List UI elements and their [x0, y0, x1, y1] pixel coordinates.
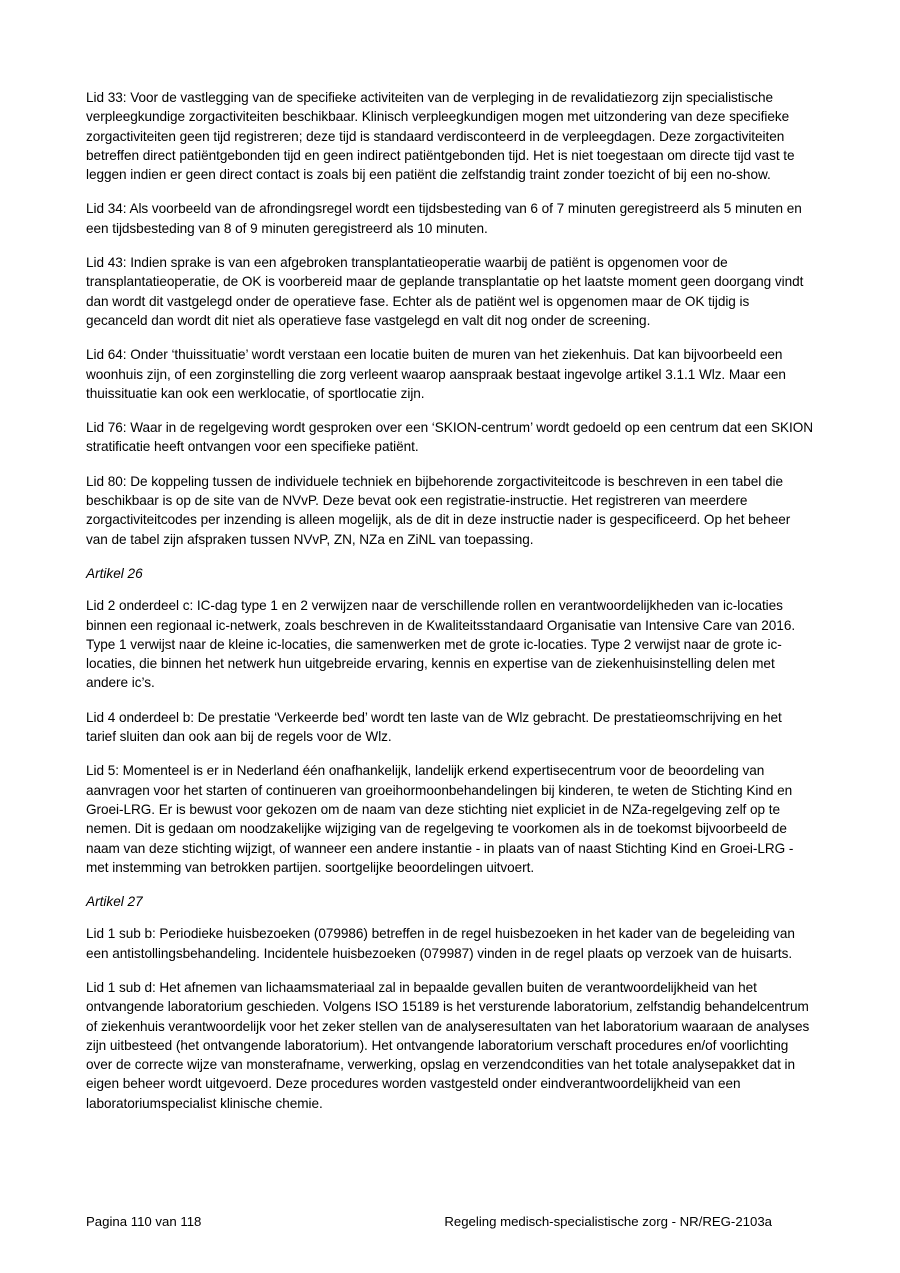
paragraph-lid-64: Lid 64: Onder ‘thuissituatie’ wordt verstaan een locatie buiten de muren van het ziekenhuis. Dat kan bijvoorbeeld een woonhuis zijn, of een zorginstelling die zorg verleent waarop aanspraak bestaat ingevolge artikel 3.1.1 Wlz. Maar een thuissituatie kan ook een werklocatie, of sportlocatie zijn.	[86, 347, 786, 401]
paragraph-artikel27-lid-1-sub-b: Lid 1 sub b: Periodieke huisbezoeken (079986) betreffen in de regel huisbezoeken in het kader van de begeleiding van een antistollingsbehandeling. Incidentele huisbezoeken (079987) vinden in de regel plaats op verzoek van de huisarts.	[86, 926, 795, 961]
paragraph-lid-34: Lid 34: Als voorbeeld van de afrondingsregel wordt een tijdsbesteding van 6 of 7 minuten geregistreerd als 5 minuten en een tijdsbesteding van 8 of 9 minuten geregistreerd als 10 minuten.	[86, 201, 802, 236]
heading-artikel-26: Artikel 26	[86, 565, 143, 581]
paragraph-artikel27-lid-1-sub-d: Lid 1 sub d: Het afnemen van lichaamsmateriaal zal in bepaalde gevallen buiten de verantwoordelijkheid van het ontvangende laboratorium geschieden. Volgens ISO 15189 is het versturende laboratorium, zelfstandig behandelcentrum of ziekenhuis verantwoordelijk voor het zeker stellen van de analyseresultaten van het laboratorium waaraan de analyses zijn uitbesteed (het ontvangende laboratorium). Het ontvangende laboratorium verschaft procedures en/of voorlichting over de correcte wijze van monsterafname, verwerking, opslag en verzendcondities van het totale analysepakket dat in eigen beheer wordt uitgevoerd. Deze procedures worden vastgesteld onder eindverantwoordelijkheid van een laboratoriumspecialist klinische chemie.	[86, 979, 810, 1111]
document-body	[86, 88, 814, 1113]
paragraph-artikel26-lid-2: Lid 2 onderdeel c: IC-dag type 1 en 2 verwijzen naar de verschillende rollen en verantwoordelijkheden van ic-locaties binnen een regionaal ic-netwerk, zoals beschreven in de Kwaliteitsstandaard Organisatie van Intensive Care van 2016. Type 1 verwijst naar de kleine ic-locaties, die samenwerken met de grote ic-locaties. Type 2 verwijst naar de grote ic-locaties, die binnen het netwerk hun uitgebreide ervaring, kennis en expertise van de ziekenhuisinstelling delen met andere ic’s.	[86, 598, 796, 691]
page-footer	[86, 1214, 814, 1229]
paragraph-lid-80: Lid 80: De koppeling tussen de individuele techniek en bijbehorende zorgactiviteitcode is beschreven in een tabel die beschikbaar is op de site van de NVvP. Deze bevat ook een registratie-instructie. Het registreren van meerdere zorgactiviteitcodes per inzending is alleen mogelijk, als de dit in deze instructie nader is gespecificeerd. Op het beheer van de tabel zijn afspraken tussen NVvP, ZN, NZa en ZiNL van toepassing.	[86, 473, 791, 547]
footer-document-reference: Regeling medisch-specialistische zorg - NR/REG-2103a	[444, 1214, 772, 1229]
heading-artikel-27: Artikel 27	[86, 894, 143, 910]
paragraph-lid-76: Lid 76: Waar in de regelgeving wordt gesproken over een ‘SKION-centrum’ wordt gedoeld op een centrum dat een SKION stratificatie heeft ontvangen voor een specifieke patiënt.	[86, 420, 814, 455]
paragraph-artikel26-lid-5: Lid 5: Momenteel is er in Nederland één onafhankelijk, landelijk erkend expertisecentrum voor de beoordeling van aanvragen voor het starten of continueren van groeihormoonbehandelingen bij kinderen, te weten de Stichting Kind en Groei-LRG. Er is bewust voor gekozen om de naam van deze stichting niet expliciet in de NZa-regelgeving zelf op te nemen. Dit is gedaan om noodzakelijke wijziging van de regelgeving te voorkomen als in de toekomst bijvoorbeeld de naam van deze stichting wijzigt, of wanneer een andere instantie - in plaats van of naast Stichting Kind en Groei-LRG - met instemming van betrokken partijen. soortgelijke beoordelingen uitvoert.	[86, 763, 794, 875]
paragraph-lid-33: Lid 33: Voor de vastlegging van de specifieke activiteiten van de verpleging in de revalidatiezorg zijn specialistische verpleegkundige zorgactiviteiten beschikbaar. Klinisch verpleegkundigen mogen met uitzondering van deze specifieke zorgactiviteiten geen tijd registreren; deze tijd is standaard verdisconteerd in de verpleegdagen. Deze zorgactiviteiten betreffen direct patiëntgebonden tijd en geen indirect patiëntgebonden tijd. Het is niet toegestaan om directe tijd vast te leggen indien er geen direct contact is zoals bij een patiënt die zelfstandig traint zonder toezicht of bij een no-show.	[86, 90, 795, 183]
paragraph-artikel26-lid-4: Lid 4 onderdeel b: De prestatie ‘Verkeerde bed’ wordt ten laste van de Wlz gebracht. De prestatieomschrijving en het tarief sluiten dan ook aan bij de regels voor de Wlz.	[86, 709, 782, 745]
footer-page-number: Pagina 110 van 118	[86, 1214, 202, 1229]
paragraph-lid-43: Lid 43: Indien sprake is van een afgebroken transplantatieoperatie waarbij de patiënt is opgenomen voor de transplantatieoperatie, de OK is voorbereid maar de geplande transplantatie op het laatste moment geen doorgang vindt dan wordt dit vastgelegd onder de operatieve fase. Echter als de patiënt wel is opgenomen maar de OK tijdig is gecanceld dan wordt dit niet als operatieve fase vastgelegd en valt dit nog onder de screening.	[86, 255, 804, 328]
